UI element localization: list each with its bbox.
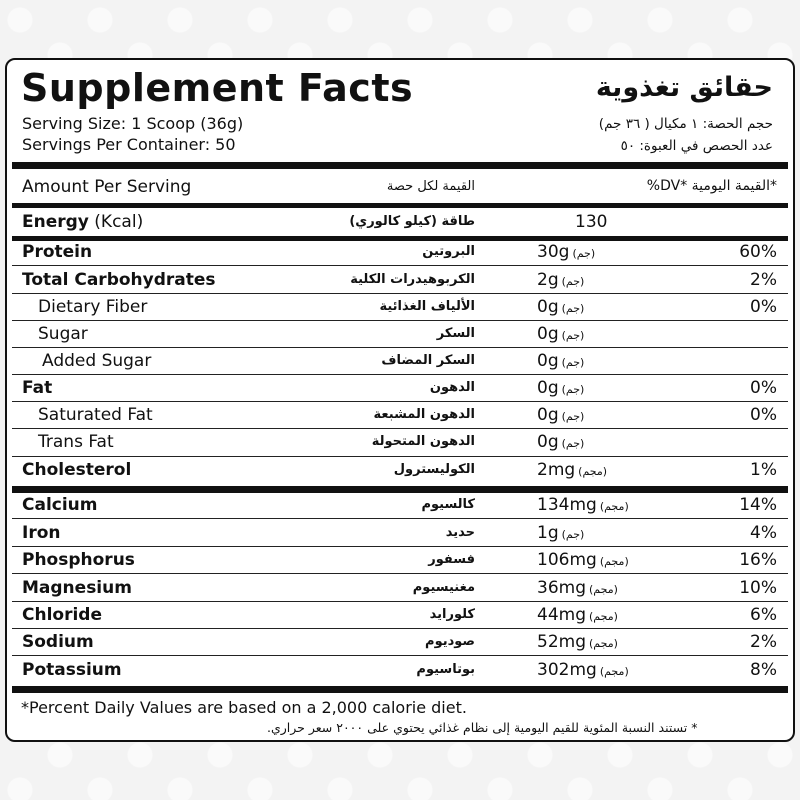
nutrient-row xyxy=(7,403,793,430)
nutrient-daily-value: 8% xyxy=(750,660,777,680)
nutrient-amount-cell xyxy=(537,578,618,598)
nutrient-name-arabic: فسفور xyxy=(428,552,475,567)
row-divider xyxy=(12,265,788,266)
nutrient-daily-value: 0% xyxy=(750,378,777,398)
amount-per-serving-header-arabic: القيمة لكل حصة xyxy=(386,179,475,194)
nutrient-daily-value: 1% xyxy=(750,460,777,480)
nutrient-row xyxy=(7,240,793,267)
nutrient-row xyxy=(7,458,793,485)
nutrient-name-arabic: السكر المضاف xyxy=(381,353,475,368)
nutrient-amount-cell xyxy=(537,432,584,452)
nutrient-amount-cell xyxy=(537,351,584,371)
nutrient-row xyxy=(7,430,793,457)
nutrient-name: Fat xyxy=(22,378,53,398)
nutrient-row xyxy=(7,521,793,548)
nutrient-row xyxy=(7,268,793,295)
nutrient-amount: 36mg xyxy=(537,578,586,598)
nutrient-name: Chloride xyxy=(22,605,102,625)
nutrient-amount-cell xyxy=(537,378,584,398)
nutrient-unit: (جم) xyxy=(561,275,585,288)
nutrient-name-arabic: الكربوهيدرات الكلية xyxy=(350,272,475,287)
label-header xyxy=(7,60,793,165)
nutrient-unit: (مجم) xyxy=(599,665,629,678)
nutrient-name-arabic: الدهون المتحولة xyxy=(371,434,475,449)
nutrient-name: Protein xyxy=(22,242,93,262)
nutrient-daily-value: 0% xyxy=(750,405,777,425)
nutrient-row xyxy=(7,576,793,603)
row-divider xyxy=(12,628,788,629)
nutrient-amount-cell xyxy=(537,605,618,625)
nutrient-name: Cholesterol xyxy=(22,460,132,480)
nutrient-daily-value: 6% xyxy=(750,605,777,625)
nutrient-name: Dietary Fiber xyxy=(38,297,148,317)
nutrient-row xyxy=(7,322,793,349)
nutrient-name: Magnesium xyxy=(22,578,132,598)
daily-value-header-arabic: *القيمة اليومية xyxy=(691,178,777,194)
nutrient-daily-value: 60% xyxy=(739,242,777,262)
nutrient-amount-cell xyxy=(537,242,595,262)
nutrient-unit: (جم) xyxy=(572,247,596,260)
nutrient-unit: (مجم) xyxy=(578,465,608,478)
nutrient-name-arabic: مغنيسيوم xyxy=(412,580,475,595)
nutrient-unit: (مجم) xyxy=(599,500,629,513)
nutrient-amount: 0g xyxy=(537,378,559,398)
row-divider xyxy=(12,293,788,294)
nutrient-amount-cell xyxy=(537,523,584,543)
servings-per-container-english: Servings Per Container: 50 xyxy=(22,135,236,154)
nutrient-row xyxy=(7,349,793,376)
nutrient-daily-value: 4% xyxy=(750,523,777,543)
nutrient-amount: 44mg xyxy=(537,605,586,625)
nutrient-name-arabic: الدهون xyxy=(429,380,475,395)
nutrient-amount-cell xyxy=(537,495,629,515)
energy-amount: 130 xyxy=(575,212,608,232)
header-divider xyxy=(12,162,788,169)
nutrient-name: Potassium xyxy=(22,660,122,680)
amount-per-serving-header: Amount Per Serving xyxy=(22,177,192,197)
nutrient-unit: (مجم) xyxy=(588,637,618,650)
nutrient-row xyxy=(7,658,793,685)
nutrient-row xyxy=(7,493,793,520)
nutrient-daily-value: 14% xyxy=(739,495,777,515)
nutrient-daily-value: 2% xyxy=(750,632,777,652)
nutrient-unit: (مجم) xyxy=(588,610,618,623)
nutrient-name-arabic: حديد xyxy=(445,525,475,540)
nutrient-amount: 302mg xyxy=(537,660,597,680)
nutrient-name-arabic: صوديوم xyxy=(425,634,475,649)
title-arabic: حقائق تغذوية xyxy=(595,72,773,103)
nutrient-unit: (مجم) xyxy=(599,555,629,568)
nutrient-amount-cell xyxy=(537,660,629,680)
nutrient-name: Saturated Fat xyxy=(38,405,153,425)
nutrient-name: Iron xyxy=(22,523,61,543)
nutrient-amount-cell xyxy=(537,270,584,290)
nutrient-unit: (جم) xyxy=(561,356,585,369)
row-divider xyxy=(12,573,788,574)
nutrient-name: Phosphorus xyxy=(22,550,135,570)
energy-row xyxy=(7,210,793,237)
nutrient-amount-cell xyxy=(537,550,629,570)
nutrient-amount: 52mg xyxy=(537,632,586,652)
nutrient-unit: (جم) xyxy=(561,302,585,315)
row-divider xyxy=(12,347,788,348)
nutrient-name-arabic: الألياف الغذائية xyxy=(379,299,475,314)
nutrient-amount-cell xyxy=(537,460,607,480)
supplement-facts-label xyxy=(5,58,795,742)
nutrient-unit: (جم) xyxy=(561,329,585,342)
energy-label xyxy=(22,212,143,232)
row-divider xyxy=(12,456,788,457)
row-divider xyxy=(12,374,788,375)
nutrient-name: Trans Fat xyxy=(38,432,114,452)
nutrient-daily-value: 16% xyxy=(739,550,777,570)
energy-name: Energy xyxy=(22,212,89,232)
nutrient-amount: 0g xyxy=(537,297,559,317)
nutrient-row xyxy=(7,295,793,322)
nutrient-name: Total Carbohydrates xyxy=(22,270,216,290)
row-divider xyxy=(12,428,788,429)
daily-value-header xyxy=(647,178,777,194)
nutrient-unit: (جم) xyxy=(561,410,585,423)
nutrient-amount: 30g xyxy=(537,242,570,262)
energy-unit: (Kcal) xyxy=(94,212,144,232)
nutrient-name-arabic: كلورايد xyxy=(429,607,475,622)
nutrient-unit: (مجم) xyxy=(588,583,618,596)
nutrient-amount: 0g xyxy=(537,351,559,371)
nutrient-amount-cell xyxy=(537,405,584,425)
nutrient-name: Added Sugar xyxy=(42,351,152,371)
nutrient-amount: 0g xyxy=(537,405,559,425)
nutrient-name: Sodium xyxy=(22,632,94,652)
row-divider xyxy=(12,320,788,321)
nutrient-amount: 106mg xyxy=(537,550,597,570)
nutrient-name: Calcium xyxy=(22,495,98,515)
footer-divider xyxy=(12,686,788,693)
daily-value-footnote-arabic: * تستند النسبة المئوية للقيم اليومية إلى نظام غذائي يحتوي على ٢٠٠٠ سعر حراري. xyxy=(267,720,698,735)
minerals-divider xyxy=(12,486,788,493)
row-divider xyxy=(12,601,788,602)
daily-value-footnote-english: *Percent Daily Values are based on a 2,000 calorie diet. xyxy=(21,698,467,717)
nutrient-amount: 0g xyxy=(537,324,559,344)
nutrient-amount: 134mg xyxy=(537,495,597,515)
nutrient-name: Sugar xyxy=(38,324,88,344)
nutrient-name-arabic: الكوليسترول xyxy=(393,462,475,477)
nutrient-row xyxy=(7,603,793,630)
daily-value-header-english: *DV% xyxy=(646,178,688,194)
nutrient-unit: (جم) xyxy=(561,528,585,541)
nutrient-amount: 0g xyxy=(537,432,559,452)
nutrient-amount-cell xyxy=(537,632,618,652)
nutrient-amount-cell xyxy=(537,324,584,344)
nutrient-row xyxy=(7,376,793,403)
title-english: Supplement Facts xyxy=(21,66,414,110)
nutrient-row xyxy=(7,548,793,575)
nutrient-name-arabic: الدهون المشبعة xyxy=(373,407,475,422)
nutrient-name-arabic: كالسيوم xyxy=(421,497,475,512)
nutrient-row xyxy=(7,630,793,657)
nutrient-name-arabic: بوتاسيوم xyxy=(416,662,475,677)
nutrient-daily-value: 2% xyxy=(750,270,777,290)
servings-per-container-arabic: عدد الحصص في العبوة: ٥٠ xyxy=(620,138,773,154)
row-divider xyxy=(12,655,788,656)
row-divider xyxy=(12,546,788,547)
nutrient-daily-value: 0% xyxy=(750,297,777,317)
nutrient-amount-cell xyxy=(537,297,584,317)
nutrient-amount: 2g xyxy=(537,270,559,290)
serving-size-english: Serving Size: 1 Scoop (36g) xyxy=(22,114,244,133)
row-divider xyxy=(12,518,788,519)
nutrient-name-arabic: البروتين xyxy=(422,244,475,259)
nutrient-name-arabic: السكر xyxy=(436,326,475,341)
nutrient-amount: 1g xyxy=(537,523,559,543)
column-header-divider xyxy=(12,203,788,208)
serving-size-arabic: حجم الحصة: ١ مكيال ( ٣٦ جم) xyxy=(598,116,773,132)
energy-label-arabic: طاقة (كيلو كالوري) xyxy=(349,214,475,229)
nutrient-unit: (جم) xyxy=(561,383,585,396)
nutrient-amount: 2mg xyxy=(537,460,576,480)
nutrient-daily-value: 10% xyxy=(739,578,777,598)
nutrient-unit: (جم) xyxy=(561,437,585,450)
row-divider xyxy=(12,401,788,402)
